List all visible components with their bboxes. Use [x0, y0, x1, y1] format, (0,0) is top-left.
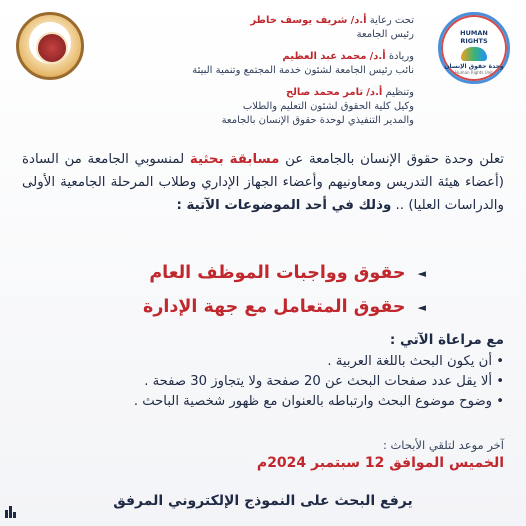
- note-item: • ألا يقل عدد صفحات البحث عن 20 صفحة ولا يتجاوز 30 صفحة .: [144, 374, 504, 389]
- arrow-left-icon: ◄: [417, 300, 426, 314]
- organizer-role-2: والمدير التنفيذي لوحدة حقوق الإنسان بالجامعة: [221, 115, 414, 126]
- organizer-line: وتنظيم أ.د/ تامر محمد صالح: [285, 87, 414, 98]
- deadline-label: آخر موعد لتلقي الأبحاث :: [382, 438, 504, 452]
- topic-item: ◄ حقوق المتعامل مع جهة الإدارة: [143, 297, 426, 317]
- logo-english-name: Human Rights Unit: [455, 70, 493, 75]
- topics-list: [106, 256, 426, 324]
- leader-line: وريادة أ.د/ محمد عبد العظيم: [282, 51, 414, 62]
- logo-arabic-name: وحدة حقوق الإنسان: [444, 63, 504, 70]
- organizer-role-1: وكيل كلية الحقوق لشئون التعليم والطلاب: [242, 101, 414, 112]
- submission-instruction: يرفع البحث على النموذج الإلكتروني المرفق: [113, 493, 413, 509]
- intro-paragraph: تعلن وحدة حقوق الإنسان بالجامعة عن مسابقة بحثية لمنسوبي الجامعة من السادة (أعضاء هيئة التدريس ومعاونيهم وأعضاء الجهاز الإداري وطلاب المرحلة الجامعية الأولى والدراسات العليا) .. وذلك في أحد الموضوعات الآتية :: [22, 152, 505, 213]
- note-item: • أن يكون البحث باللغة العربية .: [327, 354, 504, 369]
- logo-title-line-2: RIGHTS: [460, 37, 488, 45]
- seal-emblem: [36, 32, 68, 64]
- notes-list: [14, 352, 504, 412]
- arrow-left-icon: ◄: [417, 266, 426, 280]
- organizer-name: تامر محمد صالح: [285, 87, 364, 98]
- leader-role: نائب رئيس الجامعة لشئون خدمة المجتمع وتنمية البيئة: [192, 65, 414, 76]
- logo-title: [441, 29, 507, 45]
- competition-highlight: مسابقة بحثية: [189, 152, 280, 167]
- patron-name: شريف يوسف خاطر: [250, 15, 348, 26]
- patron-role: رئيس الجامعة: [356, 29, 414, 40]
- topics-lead: وذلك في أحد الموضوعات الآتية :: [176, 198, 392, 213]
- topic-item: ◄ حقوق وواجبات الموظف العام: [149, 263, 426, 283]
- logo-title-line-1: HUMAN: [460, 29, 488, 37]
- hands-icon: [461, 47, 487, 61]
- human-rights-unit-logo: [438, 12, 510, 84]
- patron-line: تحت رعاية أ.د/ شريف يوسف خاطر: [250, 15, 414, 26]
- university-seal-logo: [16, 12, 84, 80]
- notes-title: مع مراعاة الآتي :: [389, 332, 504, 348]
- deadline-date: الخميس الموافق 12 سبتمبر 2024م: [256, 455, 504, 471]
- sponsorship-block: [114, 14, 414, 128]
- note-item: • وضوح موضوع البحث وارتباطه بالعنوان مع ظهور شخصية الباحث .: [133, 394, 504, 409]
- leader-name: محمد عبد العظيم: [282, 51, 367, 62]
- designer-logo-icon: [4, 500, 18, 518]
